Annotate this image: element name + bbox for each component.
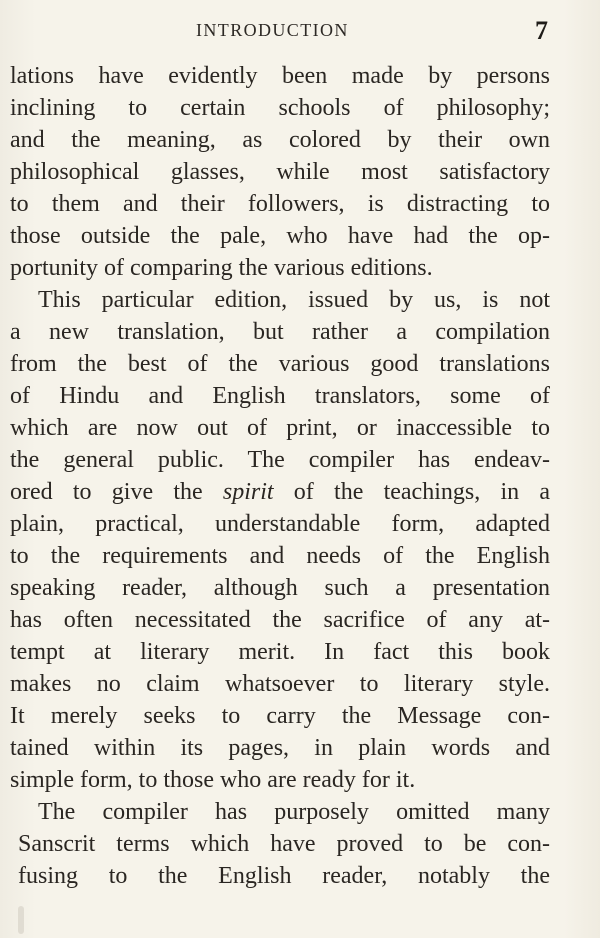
text-line: Sanscrit terms which have proved to be con-: [18, 831, 550, 857]
text-line: to them and their followers, is distracting to: [10, 191, 550, 217]
text-segment: ored to give the: [10, 479, 223, 505]
running-head: INTRODUCTION: [196, 20, 349, 40]
text-line: tained within its pages, in plain words and: [10, 735, 550, 761]
text-line: speaking reader, although such a presentation: [10, 575, 550, 601]
text-line: simple form, to those who are ready for it.: [10, 767, 416, 793]
text-line-paragraph-start: This particular edition, issued by us, is not: [38, 287, 550, 313]
italic-word: spirit: [222, 479, 274, 505]
text-line: portunity of comparing the various editions.: [10, 255, 433, 281]
text-line: tempt at literary merit. In fact this book: [10, 639, 550, 665]
body-text: [10, 60, 550, 892]
text-line: has often necessitated the sacrifice of any at-: [10, 607, 550, 633]
page-smudge: [18, 906, 24, 934]
text-line: which are now out of print, or inaccessible to: [10, 415, 550, 441]
text-line: of Hindu and English translators, some of: [10, 383, 550, 409]
text-line: makes no claim whatsoever to literary style.: [10, 671, 550, 697]
text-line: the general public. The compiler has endeav-: [10, 447, 550, 473]
text-line: from the best of the various good translations: [10, 351, 550, 377]
text-line-with-italic: [10, 476, 550, 508]
text-line: fusing to the English reader, notably the: [18, 863, 550, 889]
text-line: philosophical glasses, while most satisfactory: [10, 159, 550, 185]
text-line: a new translation, but rather a compilation: [10, 319, 550, 345]
text-segment: of the teachings, in a: [273, 479, 550, 505]
page-number: 7: [535, 16, 548, 45]
text-line: to the requirements and needs of the English: [10, 543, 550, 569]
text-line: lations have evidently been made by persons: [10, 63, 550, 89]
text-line: inclining to certain schools of philosophy;: [10, 95, 550, 121]
text-line-paragraph-start: The compiler has purposely omitted many: [38, 799, 550, 825]
page-header: [0, 18, 600, 46]
text-line: It merely seeks to carry the Message con-: [10, 703, 550, 729]
text-line: and the meaning, as colored by their own: [10, 127, 550, 153]
text-line: those outside the pale, who have had the op-: [10, 223, 550, 249]
text-line: plain, practical, understandable form, adapted: [10, 511, 550, 537]
